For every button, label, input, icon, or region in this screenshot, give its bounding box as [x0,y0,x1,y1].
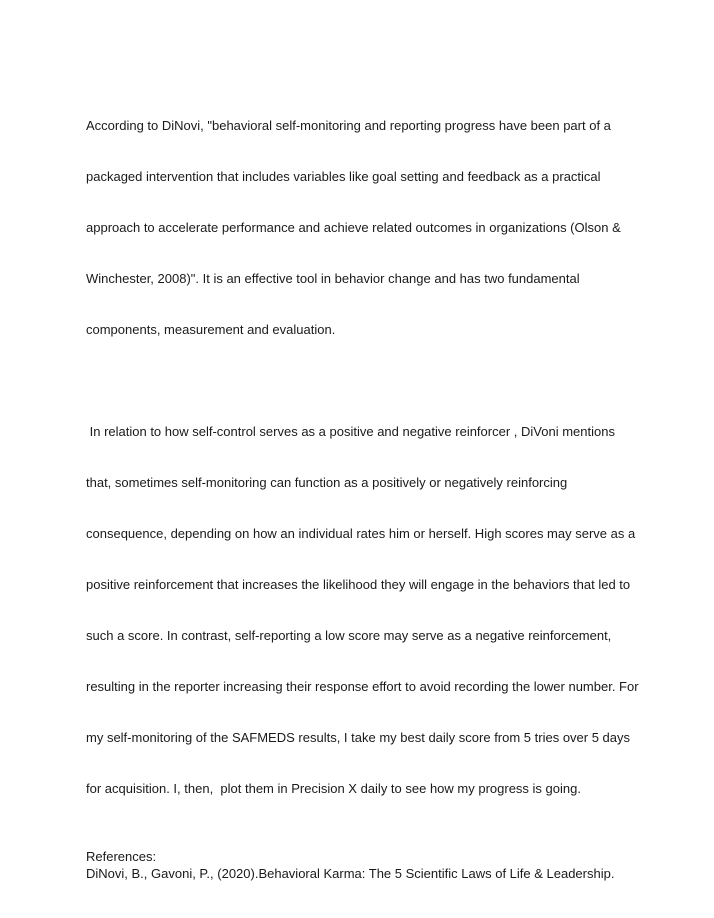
references-section [86,848,646,882]
text-line: According to DiNovi, "behavioral self-monitoring and reporting progress have been part of a [86,118,611,133]
paragraph-spacer [86,831,646,848]
text-line: for acquisition. I, then, plot them in Precision X daily to see how my progress is going. [86,781,581,796]
text-line: that, sometimes self-monitoring can function as a positively or negatively reinforcing [86,475,568,490]
text-line: my self-monitoring of the SAFMEDS results, I take my best daily score from 5 tries over 5 days [86,730,631,745]
reference-entry: DiNovi, B., Gavoni, P., (2020).Behavioral Karma: The 5 Scientific Laws of Life & Leadership. [86,866,615,881]
text-line: packaged intervention that includes variables like goal setting and feedback as a practical [86,169,601,184]
references-heading: References: [86,849,157,864]
text-line: In relation to how self-control serves as a positive and negative reinforcer , DiVoni mentions [86,424,615,439]
text-line: consequence, depending on how an individual rates him or herself. High scores may serve as a [86,526,636,541]
text-line: approach to accelerate performance and achieve related outcomes in organizations (Olson & [86,220,621,235]
document-page [86,83,646,882]
paragraph-intro [86,83,646,372]
text-line: resulting in the reporter increasing their response effort to avoid recording the lower number. For [86,679,639,694]
text-line: Winchester, 2008)". It is an effective tool in behavior change and has two fundamental [86,271,580,286]
paragraph-spacer [86,372,646,389]
text-line: components, measurement and evaluation. [86,322,336,337]
text-line: positive reinforcement that increases the likelihood they will engage in the behaviors that led to [86,577,631,592]
paragraph-self-control [86,389,646,831]
text-line: such a score. In contrast, self-reporting a low score may serve as a negative reinforcement, [86,628,612,643]
